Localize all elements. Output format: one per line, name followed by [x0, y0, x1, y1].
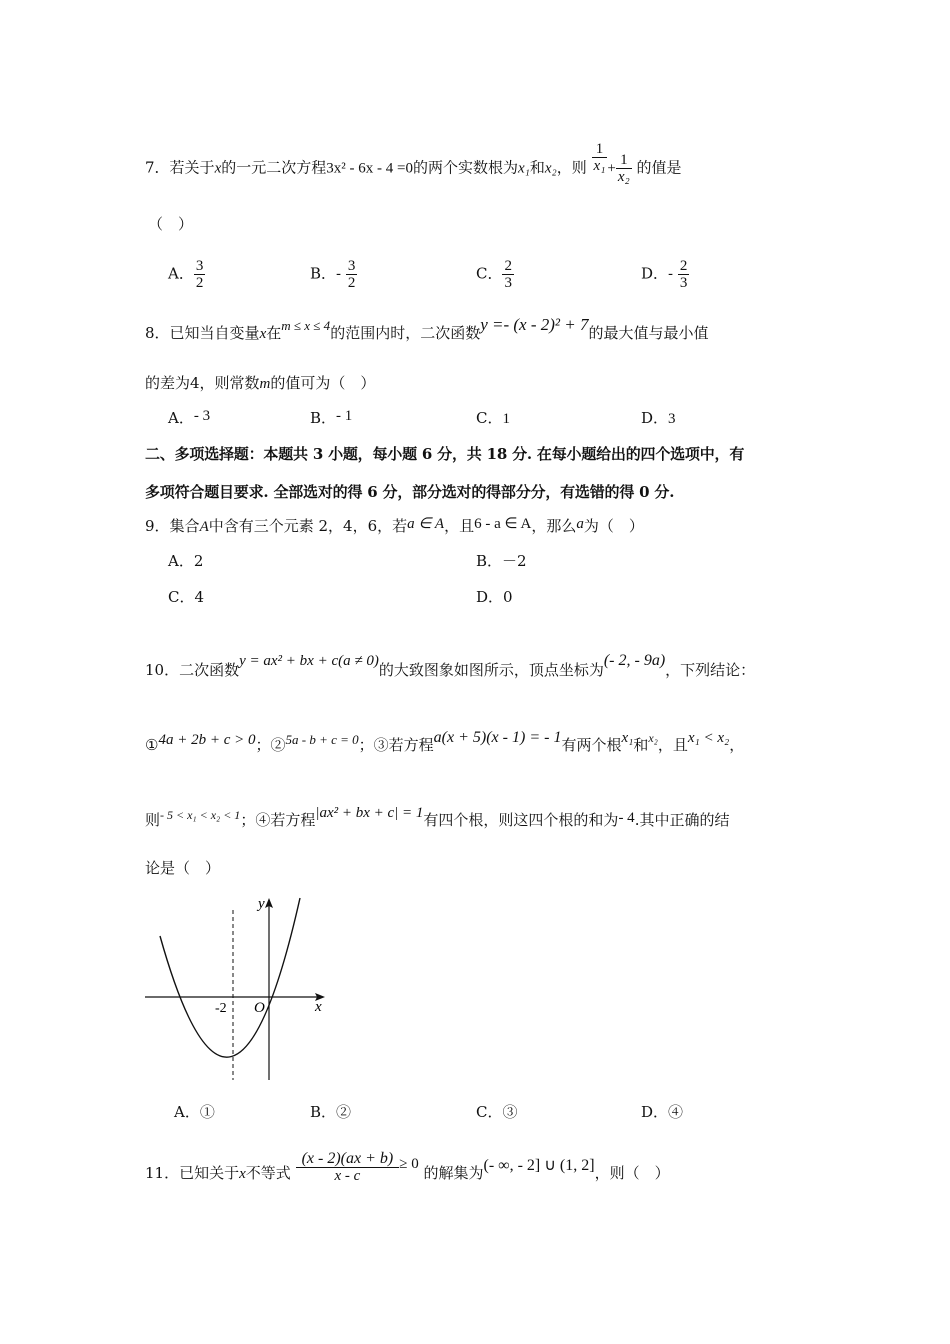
- q7-option-d[interactable]: D．- $\frac{2}{3}$: [641, 258, 688, 291]
- equation: 3x² - 6x - 4 =0: [326, 160, 413, 177]
- q10-statements-line: ①4a + 2b + c > 0；②5a - b + c = 0；③若方程a(x + 5)(x - 1) = - 1有两个根x₁和$^{x_2}$，且x₁ < x₂，: [145, 729, 745, 754]
- q10-option-c[interactable]: C．③: [476, 1103, 518, 1121]
- origin-label: O: [254, 1000, 265, 1016]
- q7-option-c[interactable]: C． $\frac{2}{3}$: [476, 258, 512, 291]
- q7-stem: 7．若关于x的一元二次方程3x² - 6x - 4 =0的两个实数根为x₁和x₂，则 $\frac{1}{\text{x₁}}$ + $\frac{1}{\text{x₂}}$ 的值是: [145, 141, 682, 185]
- q10-option-b[interactable]: B．②: [310, 1103, 352, 1121]
- parabola-graph: [140, 890, 340, 1090]
- tick-label: -2: [215, 1001, 227, 1016]
- y-label: y: [258, 896, 265, 912]
- section-header: 二、多项选择题：本题共 3 小题，每小题 6 分，共 18 分. 在每小题给出的四个选项中，有: [145, 445, 745, 463]
- q9-option-a[interactable]: A．2: [168, 552, 204, 570]
- q7-option-a[interactable]: A． $\frac{3}{2}$: [168, 258, 204, 291]
- q7-option-b[interactable]: B．- $\frac{3}{2}$: [310, 258, 356, 291]
- q8-option-c[interactable]: C．1: [476, 409, 510, 427]
- parabola-curve: [160, 898, 300, 1057]
- q10-option-a[interactable]: A．①: [174, 1103, 215, 1121]
- fraction: $\frac{1}{\text{x₁}}$: [593, 141, 606, 174]
- fraction: $\frac{1}{\text{x₂}}$: [617, 152, 630, 185]
- q8-option-d[interactable]: D．3: [641, 409, 676, 427]
- q10-stem-end: 论是（ ）: [145, 859, 221, 877]
- question-number: 11．: [145, 1164, 180, 1182]
- q9-stem: 9．集合A中含有三个元素 2，4，6，若a ∈ A，且6 - a ∈ A，那么a为（ ）: [145, 516, 644, 535]
- q9-option-b[interactable]: B．－2: [476, 552, 527, 570]
- question-number: 9．: [145, 517, 170, 535]
- q8-stem-line2: 的差为4，则常数m的值可为（ ）: [145, 374, 376, 392]
- q8-option-a[interactable]: A．- 3: [168, 408, 211, 427]
- x-label: x: [315, 999, 322, 1015]
- q9-option-d[interactable]: D．0: [476, 588, 513, 606]
- answer-paren: （ ）: [148, 215, 194, 233]
- q10-stem: 10．二次函数y = ax² + bx + c(a ≠ 0)的大致图象如图所示，顶点坐标为(- 2, - 9a)，下列结论：: [145, 652, 756, 679]
- question-number: 8．: [145, 324, 170, 342]
- q8-option-b[interactable]: B．- 1: [310, 408, 353, 427]
- fraction: $\frac{(x - 2)(ax + b)}{x - c}$: [296, 1151, 400, 1184]
- q8-stem: 8．已知当自变量x在m ≤ x ≤ 4的范围内时，二次函数y =- (x - 2)² + 7的最大值与最小值: [145, 315, 709, 342]
- q11-stem: 11．已知关于x不等式 $\frac{(x - 2)(ax + b)}{x - c}$ ≥ 0 的解集为(- ∞, - 2] ∪ (1, 2]，则（ ）: [145, 1149, 670, 1184]
- section-header-line2: 多项符合题目要求. 全部选对的得 6 分，部分选对的得部分分，有选错的得 0 分.: [145, 483, 675, 501]
- q10-statements-line2: 则$^{- 5 < x_1 < x_2 < 1}$；④若方程|ax² + bx + c| = 1有四个根，则这四个根的和为- 4.其中正确的结: [145, 805, 730, 829]
- question-number: 10．: [145, 661, 180, 679]
- q9-option-c[interactable]: C．4: [168, 588, 205, 606]
- question-number: 7．: [145, 158, 170, 177]
- q10-option-d[interactable]: D．④: [641, 1103, 684, 1121]
